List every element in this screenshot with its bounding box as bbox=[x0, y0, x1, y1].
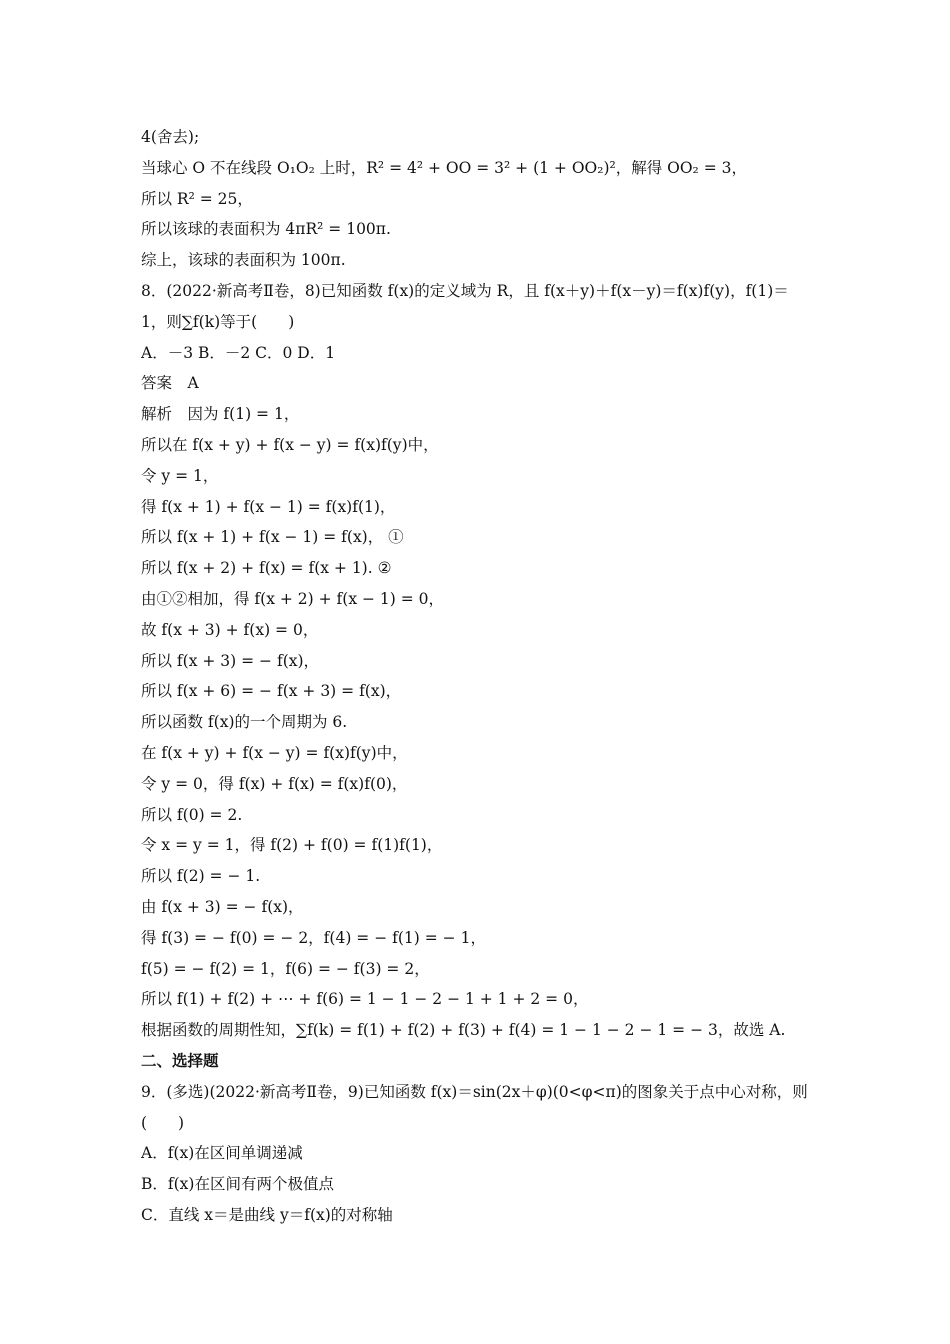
text-line: 所以 f(x + 6) = − f(x + 3) = f(x)， bbox=[141, 682, 402, 701]
text-line: 所以在 f(x + y) + f(x − y) = f(x)f(y)中， bbox=[141, 435, 439, 454]
text-line: ( ) bbox=[141, 1113, 185, 1132]
text-line: 由①②相加，得 f(x + 2) + f(x − 1) = 0， bbox=[141, 589, 445, 608]
text-line: C．直线 x＝是曲线 y＝f(x)的对称轴 bbox=[141, 1205, 393, 1224]
text-line: 在 f(x + y) + f(x − y) = f(x)f(y)中， bbox=[141, 743, 408, 762]
text-line: 9．(多选)(2022·新高考Ⅱ卷，9)已知函数 f(x)＝sin(2x＋φ)(0<φ<π)的图象关于点中心对称，则 bbox=[141, 1082, 808, 1101]
text-line: A．f(x)在区间单调递减 bbox=[141, 1144, 303, 1163]
text-line: 所以 f(1) + f(2) + ⋯ + f(6) = 1 − 1 − 2 − 1 + 1 + 2 = 0， bbox=[141, 990, 589, 1009]
text-line: 当球心 O 不在线段 O₁O₂ 上时，R² = 4² + OO = 3² + (1 + OO₂)²，解得 OO₂ = 3， bbox=[141, 158, 747, 177]
text-line: 所以 R² = 25， bbox=[141, 189, 253, 208]
text-line: 故 f(x + 3) + f(x) = 0， bbox=[141, 620, 319, 639]
text-line: 得 f(3) = − f(0) = − 2，f(4) = − f(1) = − 1， bbox=[141, 928, 486, 947]
text-line: 1，则∑f(k)等于( ) bbox=[141, 312, 295, 331]
text-line: 得 f(x + 1) + f(x − 1) = f(x)f(1)， bbox=[141, 497, 396, 516]
text-line: 令 x = y = 1，得 f(2) + f(0) = f(1)f(1)， bbox=[141, 836, 443, 855]
text-line: 答案 A bbox=[141, 374, 199, 393]
text-line: 4(舍去); bbox=[141, 128, 200, 146]
text-line: 所以函数 f(x)的一个周期为 6. bbox=[141, 713, 348, 732]
text-line: 所以 f(x + 1) + f(x − 1) = f(x)， ① bbox=[141, 528, 404, 547]
document-body bbox=[141, 122, 821, 1231]
text-line: 根据函数的周期性知，∑f(k) = f(1) + f(2) + f(3) + f(4) = 1 − 1 − 2 − 1 = − 3，故选 A. bbox=[141, 1021, 786, 1040]
text-line: f(5) = − f(2) = 1，f(6) = − f(3) = 2， bbox=[141, 959, 430, 978]
text-line: 所以 f(x + 3) = − f(x)， bbox=[141, 651, 320, 670]
text-line: 综上，该球的表面积为 100π. bbox=[141, 251, 346, 270]
text-line: 解析 因为 f(1) = 1， bbox=[141, 405, 300, 424]
text-line: 令 y = 0，得 f(x) + f(x) = f(x)f(0)， bbox=[141, 774, 408, 793]
text-line: 所以 f(0) = 2. bbox=[141, 805, 243, 824]
text-line: 8．(2022·新高考Ⅱ卷，8)已知函数 f(x)的定义域为 R，且 f(x＋y)＋f(x－y)＝f(x)f(y)，f(1)＝ bbox=[141, 281, 789, 300]
text-line: A．－3 B．－2 C．0 D．1 bbox=[141, 343, 336, 362]
text-line: 所以 f(2) = − 1. bbox=[141, 867, 261, 886]
text-line: 所以 f(x + 2) + f(x) = f(x + 1). ② bbox=[141, 559, 392, 578]
text-line: 所以该球的表面积为 4πR² = 100π. bbox=[141, 220, 391, 239]
text-line: B．f(x)在区间有两个极值点 bbox=[141, 1175, 334, 1194]
section-heading: 二、选择题 bbox=[141, 1051, 219, 1070]
text-line: 令 y = 1， bbox=[141, 466, 219, 485]
text-line: 由 f(x + 3) = − f(x)， bbox=[141, 897, 304, 916]
